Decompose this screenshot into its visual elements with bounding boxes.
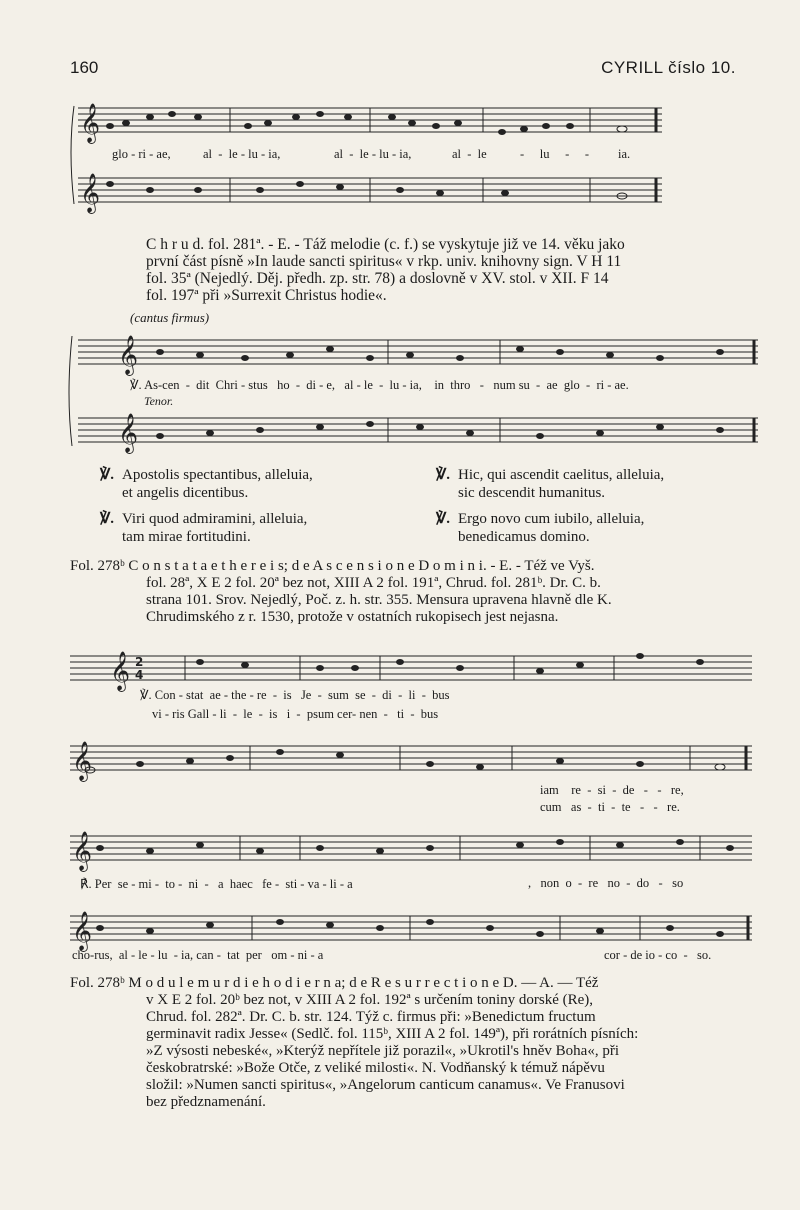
example3-lyrics-3b: , non o - re no - do - so <box>528 876 684 890</box>
versicle-mark: ℣. <box>100 511 115 527</box>
paragraph-line: fol. 197ª při »Surrexit Christus hodie«. <box>146 287 387 304</box>
staff-example1-bottom <box>78 178 662 202</box>
svg-text:𝄞: 𝄞 <box>72 911 93 951</box>
svg-text:𝄞: 𝄞 <box>80 103 101 143</box>
example1-lyric-1: glo - ri - ae, <box>112 147 171 161</box>
paragraph-line: v X E 2 fol. 20ᵇ bez not, v XIII A 2 fol. 192ª s určením toniny dorské (Re), <box>146 992 594 1008</box>
paragraph-line: složil: »Numen sancti spiritus«, »Angelorum canticum canamus«. Ve Franusovi <box>146 1077 625 1093</box>
paragraph-constat <box>70 558 780 626</box>
verse-line: tam mirae fortitudini. <box>122 529 251 545</box>
paragraph-line: první část písně »In laude sancti spiritus« v rkp. univ. knihovny sign. V H 11 <box>146 253 622 270</box>
verse-line: Ergo novo cum iubilo, alleluia, <box>458 511 645 527</box>
example3-lyrics-3: ℟. Per se - mi - to - ni - a haec fe - sti - va - li - a <box>80 877 353 891</box>
paragraph-chrudim-note <box>146 236 766 304</box>
example3-lyrics-1a: ℣. Con - stat ae - the - re - is Je - sum se - di - li - bus <box>140 688 450 702</box>
paragraph-line: Fol. 278ᵇ C o n s t a t a e t h e r e i s; d e A s c e n s i o n e D o m i n i. - E. - Též ve Vyš. <box>70 558 595 574</box>
example1-lyric-5: - lu - - <box>520 147 590 161</box>
versicle-mark: ℣. <box>436 467 451 483</box>
verse-ergo <box>436 510 758 546</box>
svg-text:𝄞: 𝄞 <box>72 831 93 871</box>
paragraph-line: fol. 28ª, X E 2 fol. 20ª bez not, XIII A 2 fol. 191ª, Chrud. fol. 281ᵇ. Dr. C. b. <box>146 575 601 591</box>
page-number: 160 <box>70 58 99 77</box>
staff-example2-bottom <box>78 418 758 442</box>
verse-line: Apostolis spectantibus, alleluia, <box>122 467 313 483</box>
staff-example3-2 <box>70 746 752 770</box>
verse-line: benedicamus domino. <box>458 529 590 545</box>
verse-line: Hic, qui ascendit caelitus, alleluia, <box>458 467 665 483</box>
cantus-firmus-label: (cantus firmus) <box>130 310 210 325</box>
verse-line: et angelis dicentibus. <box>122 485 249 501</box>
paragraph-line: »Z výsosti nebeské«, »Kterýž nepřítele již porazil«, »Ukrotil's hněv Boha«, při <box>146 1043 620 1059</box>
verse-viri <box>100 510 422 546</box>
staff-example2-top <box>78 340 758 364</box>
example2-lyrics: ℣. As-cen - dit Chri - stus ho - di - e, al - le - lu - ia, in thro - num su - ae glo - ri - ae. <box>130 378 629 392</box>
paragraph-line: Chrud. fol. 282ª. Dr. C. b. str. 124. Týž c. firmus při: »Benedictum fructum <box>146 1009 596 1025</box>
paragraph-line: strana 101. Srov. Nejedlý, Poč. z. h. str. 355. Mensura upravena hlavně dle K. <box>146 592 612 608</box>
running-title: CYRILL číslo 10. <box>601 58 736 77</box>
paragraph-modulemur <box>70 975 780 1111</box>
tenor-label: Tenor. <box>144 394 174 408</box>
paragraph-line: C h r u d. fol. 281ª. - E. - Táž melodie (c. f.) se vyskytuje již ve 14. věku jako <box>146 236 625 253</box>
versicle-mark: ℣. <box>100 467 115 483</box>
paragraph-line: Chrudimského z r. 1530, protože v ostatních rukopisech jest nejasna. <box>146 609 559 625</box>
svg-text:4: 4 <box>135 668 144 682</box>
example3-lyrics-2b: cum as - ti - te - - re. <box>540 800 680 814</box>
paragraph-line: českobratrské: »Bože Otče, z veliké milosti«. N. Vodňanský k témuž nápěvu <box>146 1060 605 1076</box>
verse-line: sic descendit humanitus. <box>458 485 606 501</box>
svg-text:2: 2 <box>135 655 144 669</box>
example1-lyric-4: al - le <box>452 147 487 161</box>
example3-lyrics-4: cho-rus, al - le - lu - ia, can - tat per om - ni - a <box>72 948 324 962</box>
paragraph-line: germinavit radix Jesse« (Sedlč. fol. 115ᵇ, XIII A 2 fol. 149ª), při rorátních písních: <box>146 1026 639 1042</box>
paragraph-line: bez předznamenání. <box>146 1094 266 1110</box>
verse-apostolis <box>100 466 422 502</box>
paragraph-line: Fol. 278ᵇ M o d u l e m u r d i e h o d i e r n a; d e R e s u r r e c t i o n e D. — A. — Též <box>70 975 599 991</box>
staff-example3-4 <box>70 916 752 940</box>
svg-text:𝄞: 𝄞 <box>118 335 139 375</box>
versicle-mark: ℣. <box>436 511 451 527</box>
staff-example3-3 <box>70 836 752 860</box>
svg-text:𝄞: 𝄞 <box>72 741 93 781</box>
svg-text:𝄞: 𝄞 <box>118 413 139 453</box>
paragraph-line: fol. 35ª (Nejedlý. Děj. předh. zp. str. 78) a doslovně v XV. stol. v XII. F 14 <box>146 270 609 287</box>
verse-line: Viri quod admiramini, alleluia, <box>122 511 308 527</box>
svg-text:𝄞: 𝄞 <box>110 651 131 691</box>
example3-lyrics-4b: cor - de io - co - so. <box>604 948 712 962</box>
verse-hic <box>436 466 758 502</box>
svg-text:𝄞: 𝄞 <box>80 173 101 213</box>
staff-example3-1 <box>70 656 752 680</box>
example1-lyric-3: al - le - lu - ia, <box>334 147 412 161</box>
staff-example1-top <box>78 108 662 132</box>
example3-lyrics-2a: iam re - si - de - - re, <box>540 783 684 797</box>
example1-lyric-6: ia. <box>618 147 631 161</box>
example1-lyric-2: al - le - lu - ia, <box>203 147 281 161</box>
example3-lyrics-1b: vi - ris Gall - li - le - is i - psum cer- nen - ti - bus <box>152 707 439 721</box>
